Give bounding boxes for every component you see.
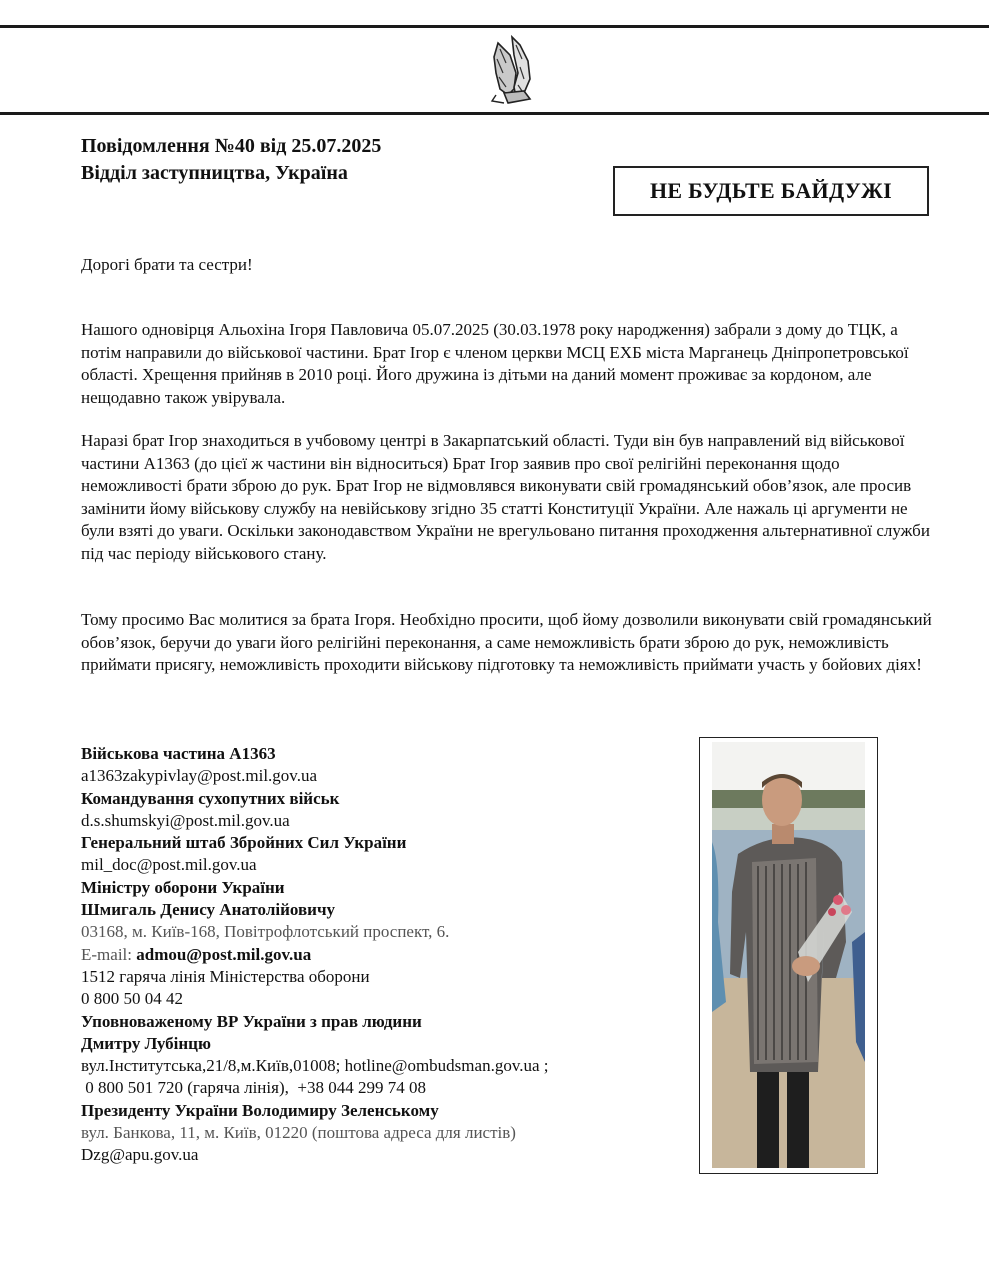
ombudsman-address: вул.Інститутська,21/8,м.Київ,01008; hotline@ombudsman.gov.ua ; <box>81 1056 549 1076</box>
top-rule <box>0 25 989 28</box>
defense-address: 03168, м. Київ-168, Повітрофлотський проспект, 6. <box>81 922 450 942</box>
unit-name: Військова частина А1363 <box>81 744 276 763</box>
paragraph-prayer-request: Тому просимо Вас молитися за брата Ігоря. Необхідно просити, щоб йому дозволили виконувати свій громадянський обов’язок, беручи до уваги його релігійні переконання, а саме неможливість брати зброю до рук, неможливість приймати присягу, неможливість проходити військову підготовку та неможливість приймати участь у бойових діях! <box>81 610 932 674</box>
ombudsman-title: Уповноваженому ВР України з прав людини <box>81 1011 422 1031</box>
ground-forces-email[interactable]: d.s.shumskyi@post.mil.gov.ua <box>81 810 290 830</box>
ombudsman-name: Дмитру Лубінцю <box>81 1033 211 1053</box>
unit-email[interactable]: a1363zakypivlay@post.mil.gov.ua <box>81 766 317 786</box>
bottom-rule <box>0 112 989 115</box>
photo-frame <box>699 737 878 1174</box>
notice-title: Повідомлення №40 від 25.07.2025 <box>81 135 382 157</box>
defense-minister-name: Шмигаль Денису Анатолійовичу <box>81 900 336 920</box>
general-staff-email[interactable]: mil_doc@post.mil.gov.ua <box>81 855 257 875</box>
paragraph-situation: Наразі брат Ігор знаходиться в учбовому центрі в Закарпатський області. Туди він був направлений від військової частини А1363 (до цієї ж частини він відноситься) Брат Ігор заявив про свої релігійні переконання щодо неможливості брати зброю до рук. Брат Ігор не відмовлявся виконувати свій громадянський обов’язок, але просив замінити йому військову службу на невійськову згідно 35 статті Конституції України. Але нажаль ці аргументи не були взяті до уваги. Оскільки законодавством України не врегульовано питання проходження альтернативної служби під час періоду військового стану. <box>81 431 930 563</box>
president-email[interactable]: Dzg@apu.gov.ua <box>81 1145 199 1165</box>
department-name: Відділ заступництва, Україна <box>81 162 348 184</box>
defense-email[interactable]: admou@post.mil.gov.ua <box>136 944 312 964</box>
defense-ministry-name: Міністру оборони України <box>81 877 285 897</box>
praying-hands-icon <box>484 33 546 105</box>
greeting: Дорогі брати та сестри! <box>81 255 253 274</box>
president-address: вул. Банкова, 11, м. Київ, 01220 (поштова адреса для листів) <box>81 1123 516 1143</box>
portrait-photo <box>712 742 865 1168</box>
president-title: Президенту України Володимиру Зеленському <box>81 1100 439 1120</box>
contacts-list <box>81 743 548 1167</box>
defense-email-line <box>81 944 548 966</box>
hotline-number: 0 800 50 04 42 <box>81 989 183 1009</box>
ombudsman-phones: 0 800 501 720 (гаряча лінія), +38 044 299 74 08 <box>81 1078 426 1098</box>
paragraph-arrest: Нашого одновірця Альохіна Ігоря Павловича 05.07.2025 (30.03.1978 року народження) забрали з дому до ТЦК, а потім направили до військової частини. Брат Ігор є членом церкви МСЦ ЕХБ міста Марганець Дніпропетровської області. Хрещення прийняв в 2010 році. Його дружина із дітьми на даний момент проживає за кордоном, але нещодавно також увірувала. <box>81 320 909 407</box>
appeal-banner: НЕ БУДЬТЕ БАЙДУЖІ <box>613 166 929 216</box>
ground-forces-name: Командування сухопутних військ <box>81 788 340 808</box>
general-staff-name: Генеральний штаб Збройних Сил України <box>81 833 407 853</box>
hotline-text: 1512 гаряча лінія Міністерства оборони <box>81 966 370 986</box>
defense-email-label: E-mail: <box>81 944 137 964</box>
